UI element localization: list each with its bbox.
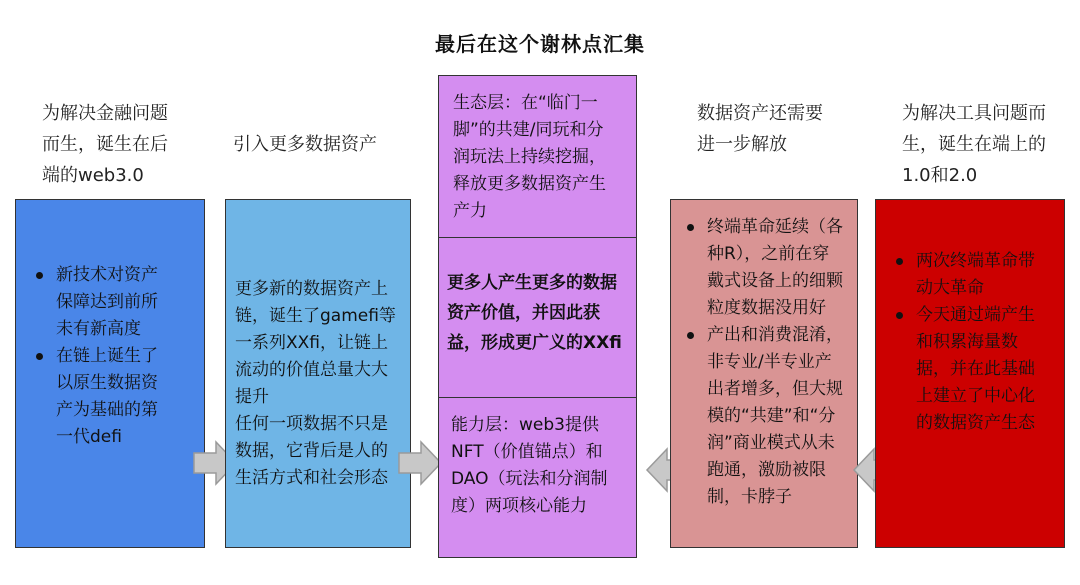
caption-more-data: 引入更多数据资产 — [233, 134, 377, 155]
web3-finance-box — [15, 199, 205, 548]
data-release-box — [670, 199, 858, 548]
list-item: 产出和消费混淆， 非专业/半专业产 出者增多，但大规 模的“共建”和“分 润”商业模式从未 跑通，激励被限 制，卡脖子 — [707, 322, 853, 511]
right-arrow-icon — [397, 440, 443, 486]
xxfi-value-text: 更多人产生更多的数据 资产价值，并因此获 益，形成更广义的XXfi — [447, 273, 622, 353]
more-data-assets-box — [225, 199, 411, 548]
caption-web3: 为解决金融问题 而生，诞生在后 端的web3.0 — [42, 103, 168, 186]
list-item: 新技术对资产 保障达到前所 未有新高度 — [56, 262, 198, 343]
list-item: 今天通过端产生 和积累海量数 据，并在此基础 上建立了中心化 的数据资产生态 — [916, 302, 1060, 437]
list-item: 终端革命延续（各 种R），之前在穿 戴式设备上的细颗 粒度数据没用好 — [707, 214, 853, 322]
capability-layer-text: 能力层：web3提供 NFT（价值锚点）和 DAO（玩法和分润制 度）两项核心能力 — [451, 415, 608, 516]
web3-bullet-list — [34, 262, 198, 451]
list-item: 在链上诞生了 以原生数据资 产为基础的第 一代defi — [56, 343, 198, 451]
list-item: 两次终端革命带 动大革命 — [916, 248, 1060, 302]
ecosystem-layer-box — [438, 75, 637, 239]
ecosystem-layer-text: 生态层：在“临门一 脚”的共建/同玩和分 润玩法上持续挖掘， 释放更多数据资产生 产力 — [453, 93, 606, 221]
caption-tools: 为解决工具问题而 生，诞生在端上的 1.0和2.0 — [902, 103, 1046, 186]
terminal-bullet-list — [894, 248, 1060, 437]
capability-layer-box — [438, 397, 637, 558]
xxfi-value-box — [438, 237, 637, 399]
more-data-text: 更多新的数据资产上 链，诞生了gamefi等 一系列XXfi，让链上 流动的价值总量大大 提升 任何一项数据不只是 数据，它背后是人的 生活方式和社会形态 — [235, 279, 396, 488]
caption-release: 数据资产还需要 进一步解放 — [697, 103, 823, 155]
release-bullet-list — [685, 214, 853, 511]
diagram-title: 最后在这个谢林点汇集 — [435, 32, 645, 56]
terminal-revolution-box — [875, 199, 1065, 548]
